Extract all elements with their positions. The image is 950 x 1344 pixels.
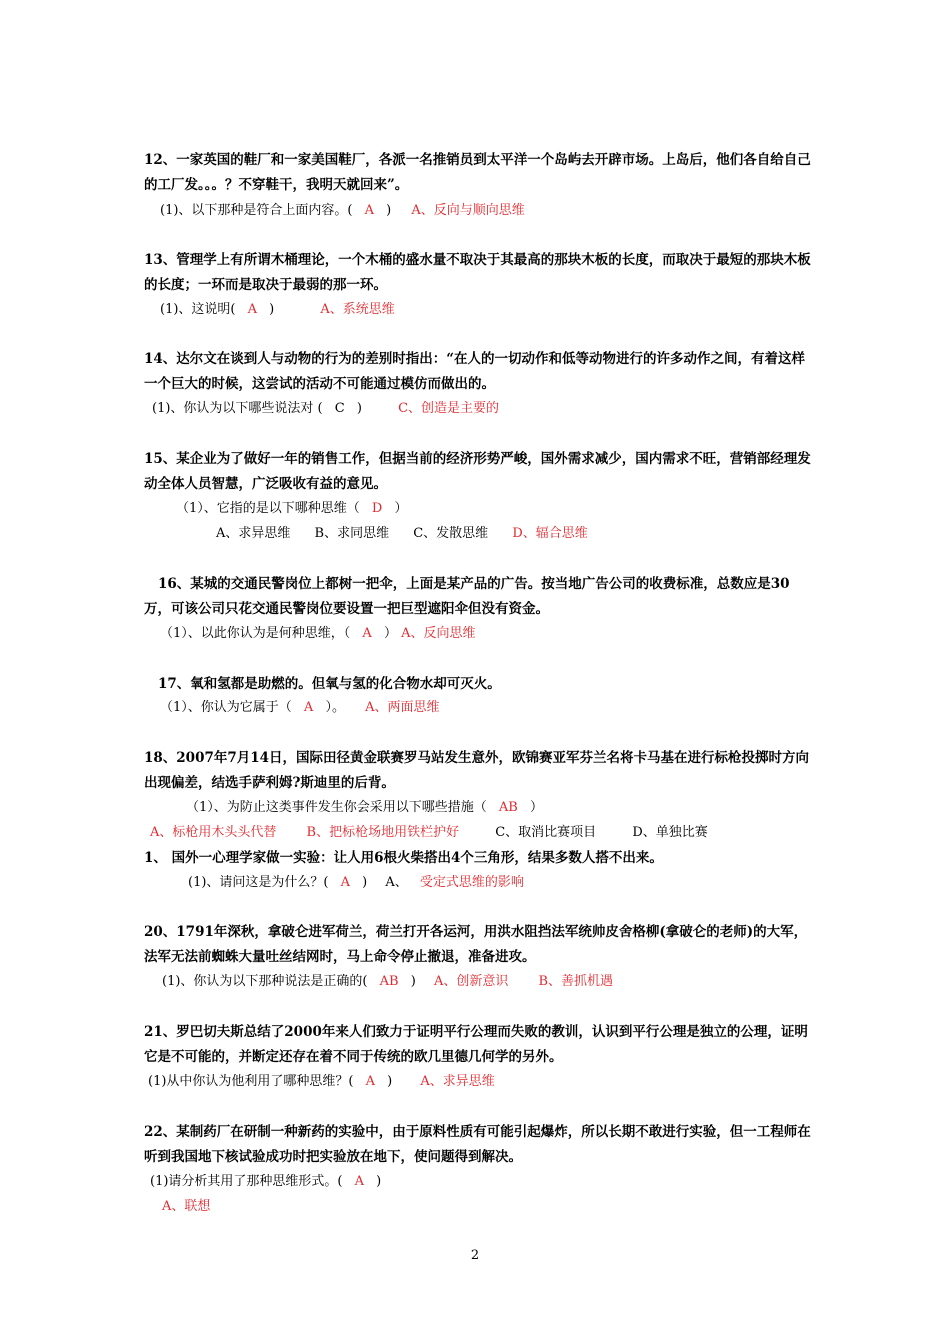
question-17-prompt: （1）、你认为它属于（	[160, 700, 292, 715]
question-16-prompt: （1）、以此你认为是何种思维，（	[160, 626, 351, 641]
question-18-options	[150, 823, 708, 843]
question-21-choice: A、求异思维	[420, 1074, 495, 1089]
question-14-prompt: (1)、你认为以下哪些说法对 (	[152, 401, 323, 416]
question-18-answer-line	[186, 798, 543, 818]
page-number: 2	[470, 1248, 480, 1263]
question-18-text: 18、2007年7月14日，国际田径黄金联赛罗马站发生意外，欧锦赛亚军芬兰名将卡马基在进行标枪投掷时方向出现偏差，结选手萨利姆?斯迪里的后背。	[144, 750, 810, 791]
question-12-prompt: (1)、以下那种是符合上面内容。(	[160, 203, 353, 218]
question-18-close: ）	[530, 800, 544, 815]
question-20-prompt: (1)、你认为以下那种说法是正确的(	[162, 974, 368, 989]
question-14-answer-line	[152, 399, 499, 419]
question-17-close: ）。	[325, 700, 345, 715]
question-19-text: 1、 国外一心理学家做一实验：让人用6根火柴搭出4个三角形，结果多数人搭不出来。	[144, 850, 663, 866]
question-16-close: ）	[383, 626, 397, 641]
question-15-option-c: C、发散思维	[413, 526, 489, 541]
question-13-choice: A、系统思维	[320, 302, 395, 317]
question-16-text: 16、某城的交通民警岗位上都树一把伞，上面是某产品的广告。按当地广告公司的收费标准，总数应是30万，可该公司只花交通民警岗位要设置一把巨型遮阳伞但没有资金。	[144, 576, 790, 617]
question-17-answer-line	[160, 698, 440, 718]
question-17-text: 17、氧和氢都是助燃的。但氧与氢的化合物水却可灭火。	[158, 676, 501, 692]
question-19-answer-line	[188, 873, 524, 893]
question-16-answer: A	[362, 626, 372, 641]
question-20-text: 20、1791年深秋，拿破仑进军荷兰，荷兰打开各运河，用洪水阻挡法军统帅皮舍格柳(拿破仑的老师)的大军，法军无法前蜘蛛大量吐丝结网时，马上命令停止撤退，准备进攻。	[144, 924, 808, 965]
question-14-close: )	[356, 401, 362, 416]
question-13-answer: A	[247, 302, 258, 317]
question-15-prompt: （1）、它指的是以下哪种思维（	[176, 501, 360, 516]
question-17-choice: A、两面思维	[365, 700, 440, 715]
question-18-option-c: C、取消比赛项目	[495, 825, 597, 840]
question-21-prompt: (1)从中你认为他利用了哪种思维？(	[148, 1074, 354, 1089]
question-19-answer: A	[340, 875, 351, 890]
question-19-choice-letter: A、	[385, 875, 408, 890]
question-15-options	[216, 524, 588, 544]
question-12-choice: A、反向与顺向思维	[411, 203, 525, 218]
question-18-option-a: A、标枪用木头头代替	[150, 825, 277, 840]
question-21-text: 21、罗巴切夫斯总结了2000年来人们致力于证明平行公理而失败的教训，认识到平行公理是独立的公理，证明它是不可能的，并断定还存在着不同于传统的欧几里德几何学的另外。	[144, 1024, 808, 1065]
question-15-close: ）	[394, 501, 408, 516]
question-20-close: )	[410, 974, 416, 989]
question-21-answer: A	[365, 1074, 376, 1089]
question-14-choice: C、创造是主要的	[398, 401, 500, 416]
question-15-option-b: B、求同思维	[314, 526, 390, 541]
question-18-answer: AB	[498, 800, 518, 815]
question-15-text: 15、某企业为了做好一年的销售工作，但据当前的经济形势严峻，国外需求减少，国内需求不旺，营销部经理发动全体人员智慧，广泛吸收有益的意见。	[144, 451, 811, 492]
question-22-prompt: (1)请分析其用了那种思维形式。(	[150, 1174, 343, 1189]
question-22-answer-line	[150, 1172, 381, 1192]
question-20-option-b: B、善抓机遇	[538, 974, 614, 989]
question-13-prompt: (1)、这说明(	[160, 302, 236, 317]
question-20-answer-line	[162, 972, 613, 992]
question-12-text: 12、一家英国的鞋厂和一家美国鞋厂，各派一名推销员到太平洋一个岛屿去开辟市场。上岛后，他们各自给自己的工厂发。。。？不穿鞋干，我明天就回来”。	[144, 152, 811, 193]
question-13-answer-line	[160, 300, 395, 320]
question-17-answer: A	[303, 700, 314, 715]
question-16-choice: A、反向思维	[401, 626, 476, 641]
question-13-close: )	[269, 302, 275, 317]
question-16-answer-line	[160, 624, 476, 644]
question-21-close: )	[387, 1074, 393, 1089]
question-19-choice: 受定式思维的影响	[419, 875, 524, 890]
question-22-choice: A、联想	[162, 1199, 211, 1214]
question-14-answer: C	[334, 401, 345, 416]
question-14-text: 14、达尔文在谈到人与动物的行为的差别时指出：“在人的一切动作和低等动物进行的许多动作之间，有着这样一个巨大的时候，这尝试的活动不可能通过模仿而做出的。	[144, 351, 806, 392]
question-12-close: )	[386, 203, 392, 218]
question-20-option-a: A、创新意识	[433, 974, 509, 989]
question-15-answer: D	[371, 501, 383, 516]
question-18-prompt: （1）、为防止这类事件发生你会采用以下哪些措施（	[186, 800, 487, 815]
question-15-option-a: A、求异思维	[216, 526, 291, 541]
question-22-answer: A	[354, 1174, 365, 1189]
question-12-answer-line	[160, 201, 525, 221]
question-20-answer: AB	[379, 974, 399, 989]
question-22-close: )	[376, 1174, 382, 1189]
question-18-option-b: B、把标枪场地用铁栏护好	[306, 825, 460, 840]
question-18-option-d: D、单独比赛	[632, 825, 708, 840]
question-21-answer-line	[148, 1072, 495, 1092]
question-15-option-d: D、辐合思维	[512, 526, 588, 541]
question-22-text: 22、某制药厂在研制一种新药的实验中，由于原料性质有可能引起爆炸，所以长期不敢进行实验，但一工程师在听到我国地下核试验成功时把实验放在地下，使问题得到解决。	[144, 1124, 811, 1165]
question-12-answer: A	[364, 203, 375, 218]
question-13-text: 13、管理学上有所谓木桶理论，一个木桶的盛水量不取决于其最高的那块木板的长度，而取决于最短的那块木板的长度；一环而是取决于最弱的那一环。	[144, 252, 811, 293]
question-19-close: )	[362, 875, 368, 890]
question-15-answer-line	[176, 499, 408, 519]
question-19-prompt: (1)、请问这是为什么？(	[188, 875, 329, 890]
